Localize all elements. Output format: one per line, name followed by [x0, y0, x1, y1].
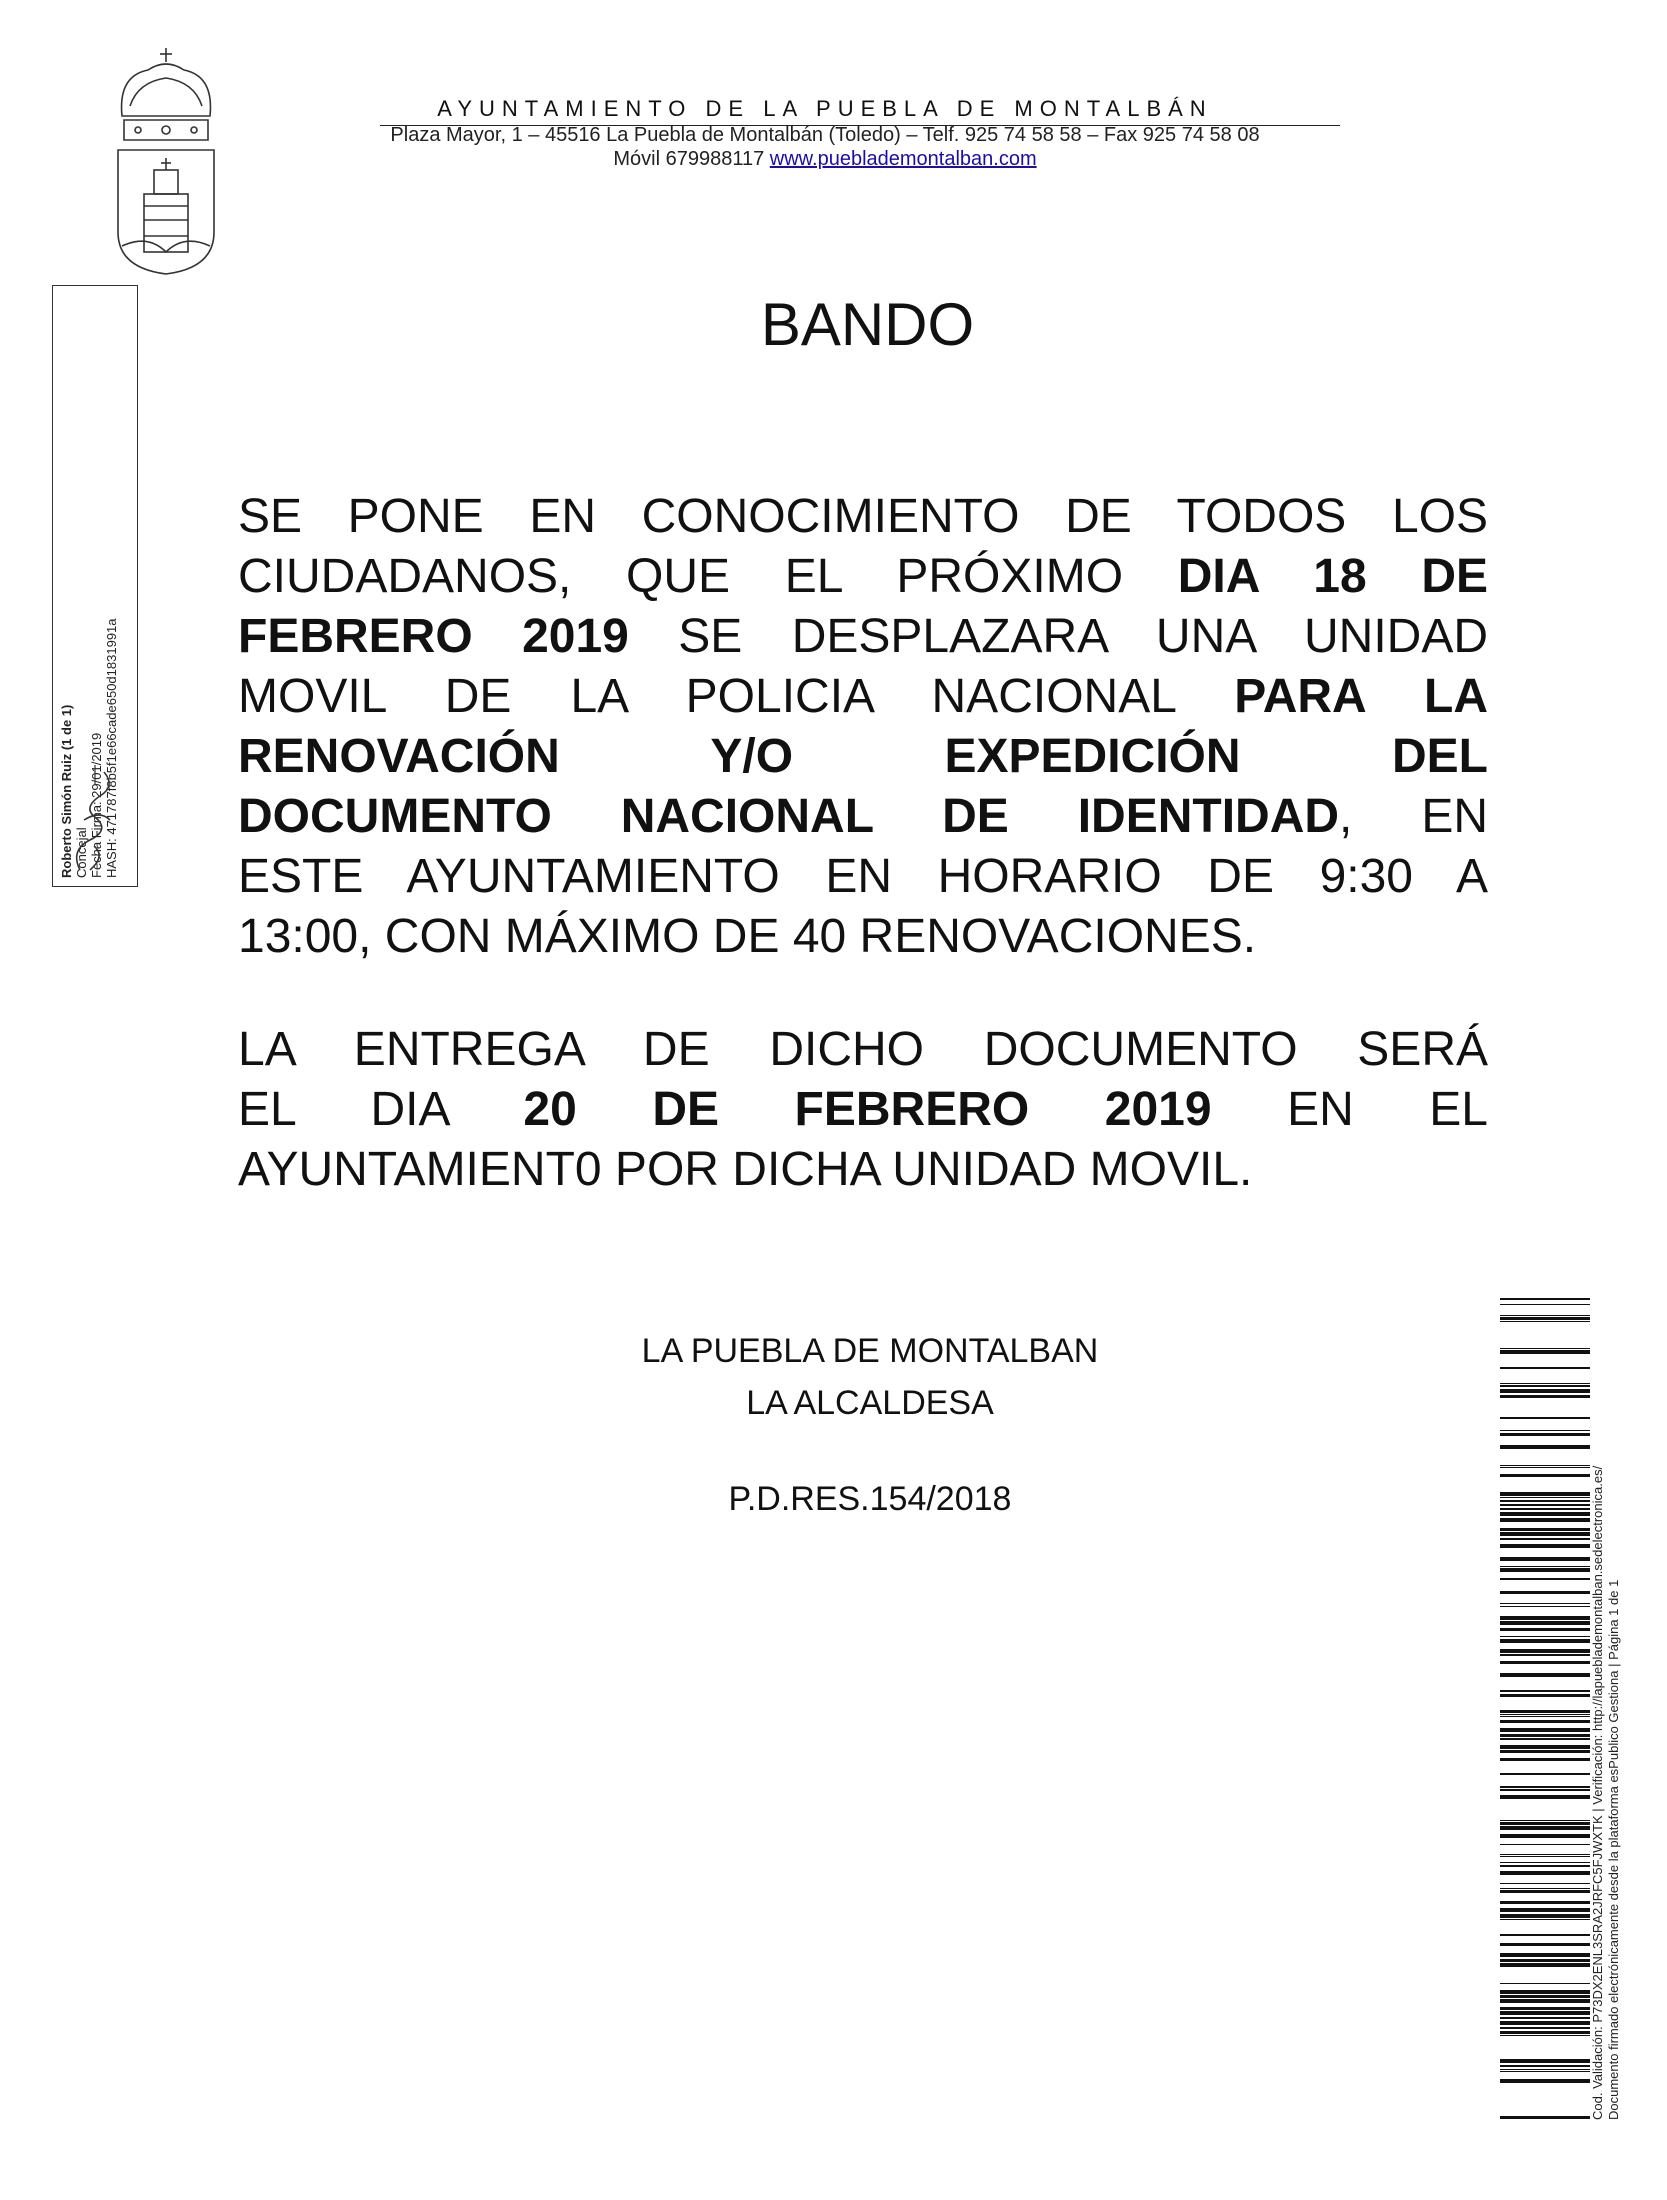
signer-name: Roberto Simón Ruiz (1 de 1): [59, 704, 74, 878]
contact-line: [300, 148, 1350, 171]
address-line: Plaza Mayor, 1 – 45516 La Puebla de Montalbán (Toledo) – Telf. 925 74 58 58 – Fax 925 74 58 08: [390, 124, 1260, 146]
paragraph-line: ESTE AYUNTAMIENTO EN HORARIO DE 9:30 A: [238, 850, 1488, 903]
resolution-number: P.D.RES.154/2018: [728, 1480, 1012, 1518]
paragraph-line: RENOVACIÓN Y/O EXPEDICIÓN DEL: [238, 730, 1488, 783]
validation-text: [1590, 1298, 1636, 2120]
signature-place: LA PUEBLA DE MONTALBAN: [641, 1332, 1099, 1370]
signature-hash: HASH: 471787f8b5f1e66cade650d1831991a: [104, 618, 119, 878]
announcement-paragraph-1: [238, 487, 1488, 967]
signer-position: Concejal: [74, 827, 89, 878]
paragraph-line: CIUDADANOS, QUE EL PRÓXIMO DIA 18 DE: [238, 550, 1488, 603]
website-link[interactable]: www.pueblademontalban.com: [769, 148, 1037, 170]
paragraph-line: DOCUMENTO NACIONAL DE IDENTIDAD, EN: [238, 790, 1488, 843]
announcement-paragraph-2: [238, 1020, 1488, 1200]
validation-code-line: Cod. Validación: P73DX2ENL3SRA2JRFC5FJWXTK | Verificación: http://lapueblademontalban.sedelectronica.es/: [1590, 1465, 1605, 2120]
municipal-crest-icon: [108, 46, 224, 276]
validation-barcode-icon: [1500, 1298, 1590, 2120]
organization-title: AYUNTAMIENTO DE LA PUEBLA DE MONTALBÁN: [437, 96, 1213, 121]
paragraph-line: SE PONE EN CONOCIMIENTO DE TODOS LOS: [238, 490, 1488, 543]
date-highlight: DIA 18 DE: [1177, 550, 1488, 603]
paragraph-line: AYUNTAMIENT0 POR DICHA UNIDAD MOVIL.: [238, 1143, 1253, 1196]
paragraph-line: LA ENTREGA DE DICHO DOCUMENTO SERÁ: [238, 1023, 1488, 1076]
platform-line: Documento firmado electrónicamente desde la plataforma esPublico Gestiona | Página 1 de 1: [1606, 1579, 1621, 2120]
paragraph-line: FEBRERO 2019 SE DESPLAZARA UNA UNIDAD: [238, 610, 1489, 663]
signature-role: LA ALCALDESA: [746, 1384, 994, 1422]
page-title: BANDO: [760, 291, 975, 358]
handwritten-signature-icon: [60, 760, 130, 880]
paragraph-line: EL DIA 20 DE FEBRERO 2019 EN EL: [238, 1083, 1489, 1136]
paragraph-line: MOVIL DE LA POLICIA NACIONAL PARA LA: [238, 670, 1488, 723]
mobile-number: Móvil 679988117: [613, 148, 765, 170]
date-highlight: 20 DE FEBRERO 2019: [523, 1083, 1212, 1136]
date-highlight: FEBRERO 2019: [238, 610, 629, 663]
signature-date: Fecha Firma: 29/01/2019: [89, 732, 104, 878]
paragraph-line: 13:00, CON MÁXIMO DE 40 RENOVACIONES.: [238, 910, 1257, 963]
